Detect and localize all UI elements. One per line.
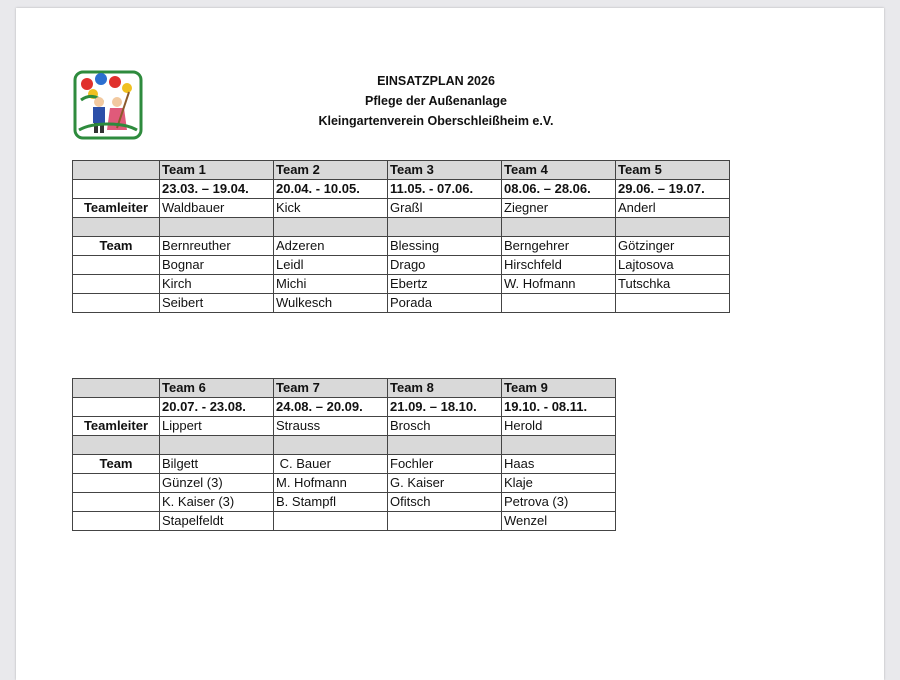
date-row [73,398,616,417]
team-leader: Kick [274,199,388,218]
team-leader: Waldbauer [160,199,274,218]
team-member [502,294,616,313]
team-leader: Herold [502,417,616,436]
team-member [274,512,388,531]
date-range: 08.06. – 28.06. [502,180,616,199]
team-member: Adzeren [274,237,388,256]
team-label: Team [73,455,160,474]
document-page [16,8,884,680]
member-row [73,455,616,474]
team-member: Petrova (3) [502,493,616,512]
teamleiter-label: Teamleiter [73,417,160,436]
team-name: Team 5 [616,161,730,180]
team-member: Kirch [160,275,274,294]
team-member: M. Hofmann [274,474,388,493]
empty-cell [73,294,160,313]
team-member: Stapelfeldt [160,512,274,531]
teamleiter-label: Teamleiter [73,199,160,218]
date-range: 29.06. – 19.07. [616,180,730,199]
empty-cell [73,493,160,512]
date-range: 24.08. – 20.09. [274,398,388,417]
team-leader: Ziegner [502,199,616,218]
team-name: Team 7 [274,379,388,398]
team-label: Team [73,237,160,256]
member-row [73,512,616,531]
teamleiter-row [73,417,616,436]
team-leader: Lippert [160,417,274,436]
team-member: Haas [502,455,616,474]
document-subtitle: Pflege der Außenanlage [365,94,507,108]
separator-row [73,436,616,455]
team-member: G. Kaiser [388,474,502,493]
date-range: 20.07. - 23.08. [160,398,274,417]
team-member: Ebertz [388,275,502,294]
team-member: Bognar [160,256,274,275]
team-name: Team 4 [502,161,616,180]
team-member: Götzinger [616,237,730,256]
empty-cell [73,512,160,531]
club-logo [73,70,143,140]
date-range: 20.04. - 10.05. [274,180,388,199]
member-row [73,256,730,275]
separator-row [73,218,730,237]
member-row [73,237,730,256]
empty-cell [73,256,160,275]
empty-cell [73,379,160,398]
date-row [73,180,730,199]
team-member: W. Hofmann [502,275,616,294]
empty-cell [73,398,160,417]
team-name: Team 9 [502,379,616,398]
team-member: Porada [388,294,502,313]
date-range: 19.10. - 08.11. [502,398,616,417]
organization-name: Kleingartenverein Oberschleißheim e.V. [318,114,554,128]
team-member: Michi [274,275,388,294]
schedule-table-2 [72,378,616,531]
team-leader: Anderl [616,199,730,218]
team-leader: Graßl [388,199,502,218]
team-leader: Brosch [388,417,502,436]
team-name: Team 6 [160,379,274,398]
document-heading [246,71,626,131]
team-member: Berngehrer [502,237,616,256]
team-name: Team 1 [160,161,274,180]
team-member: Fochler [388,455,502,474]
team-member: Drago [388,256,502,275]
team-member: Seibert [160,294,274,313]
team-member: Blessing [388,237,502,256]
team-header-row [73,161,730,180]
schedule-table-1 [72,160,730,313]
team-member: Tutschka [616,275,730,294]
team-leader: Strauss [274,417,388,436]
team-member: Bilgett [160,455,274,474]
team-member: C. Bauer [274,455,388,474]
team-member: Klaje [502,474,616,493]
team-member: Wenzel [502,512,616,531]
team-member [616,294,730,313]
team-member: Lajtosova [616,256,730,275]
teamleiter-row [73,199,730,218]
date-range: 23.03. – 19.04. [160,180,274,199]
team-header-row [73,379,616,398]
member-row [73,493,616,512]
member-row [73,275,730,294]
date-range: 11.05. - 07.06. [388,180,502,199]
team-member: Leidl [274,256,388,275]
team-name: Team 2 [274,161,388,180]
empty-cell [73,161,160,180]
team-member: Bernreuther [160,237,274,256]
team-member [388,512,502,531]
team-member: Ofitsch [388,493,502,512]
team-member: Hirschfeld [502,256,616,275]
member-row [73,474,616,493]
team-name: Team 8 [388,379,502,398]
team-member: K. Kaiser (3) [160,493,274,512]
date-range: 21.09. – 18.10. [388,398,502,417]
empty-cell [73,474,160,493]
team-member: Wulkesch [274,294,388,313]
team-member: B. Stampfl [274,493,388,512]
team-member: Günzel (3) [160,474,274,493]
team-name: Team 3 [388,161,502,180]
empty-cell [73,275,160,294]
document-title: EINSATZPLAN 2026 [377,74,495,88]
member-row [73,294,730,313]
empty-cell [73,180,160,199]
